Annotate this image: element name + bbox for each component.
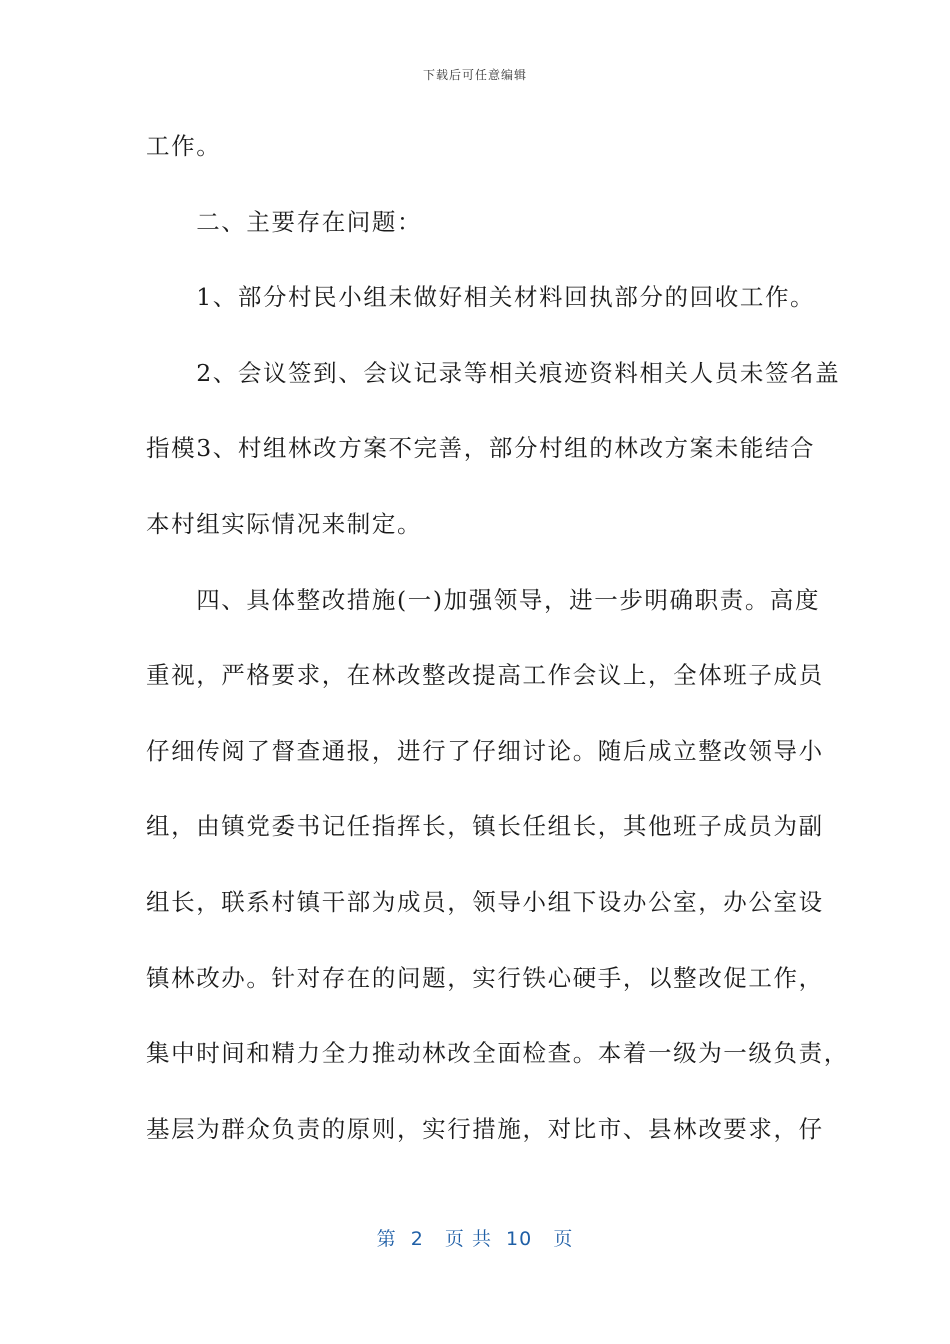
text-line: 重视，严格要求，在林改整改提高工作会议上，全体班子成员	[146, 661, 824, 690]
text-line: 镇林改办。针对存在的问题，实行铁心硬手，以整改促工作，	[146, 963, 824, 992]
text-line: 集中时间和精力全力推动林改全面检查。本着一级为一级负责，	[146, 1039, 849, 1068]
text-line: 组，由镇党委书记任指挥长，镇长任组长，其他班子成员为副	[146, 812, 824, 841]
text-line: 工作。	[146, 132, 222, 160]
text-line: 二、主要存在问题：	[146, 207, 423, 236]
text-line: 1、部分村民小组未做好相关材料回执部分的回收工作。	[146, 283, 816, 312]
text-line: 仔细传阅了督查通报，进行了仔细讨论。随后成立整改领导小	[146, 736, 824, 765]
text-line: 本村组实际情况来制定。	[146, 509, 423, 538]
text-line: 指模3、村组林改方案不完善，部分村组的林改方案未能结合	[146, 434, 816, 463]
document-body	[146, 128, 849, 1186]
text-line: 组长，联系村镇干部为成员，领导小组下设办公室，办公室设	[146, 887, 824, 916]
text-line: 四、具体整改措施(一)加强领导，进一步明确职责。高度	[146, 585, 821, 614]
text-line: 2、会议签到、会议记录等相关痕迹资料相关人员未签名盖	[146, 358, 841, 387]
page-header: 下载后可任意编辑	[422, 68, 527, 82]
page-number-footer: 第 2 页 共 10 页	[376, 1228, 574, 1250]
text-line: 基层为群众负责的原则，实行措施，对比市、县林改要求，仔	[146, 1114, 824, 1143]
